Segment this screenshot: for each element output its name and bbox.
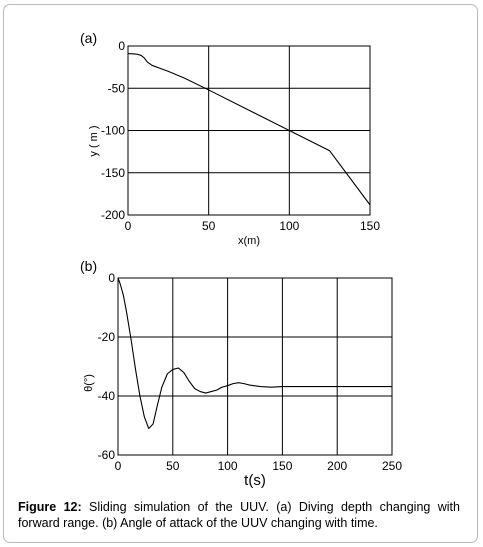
panel-b-x-tick-label: 250 xyxy=(381,459,403,473)
panel-a-label: (a) xyxy=(80,30,98,46)
panel-a-y-tick-label: -200 xyxy=(100,208,125,222)
panel-b-plot-frame xyxy=(118,278,392,455)
panel-b-x-axis-label: t(s) xyxy=(244,472,266,489)
caption-label: Figure 12: xyxy=(18,500,82,514)
panel-b-x-tick-label: 150 xyxy=(272,459,293,473)
panel-b-y-tick-label: 0 xyxy=(108,271,115,285)
panel-b-x-tick-label: 200 xyxy=(327,459,348,473)
panel-a-y-axis-label: y ( m ) xyxy=(88,125,100,157)
panel-b-y-tick-label: -40 xyxy=(97,389,115,403)
panel-b-y-tick-label: -20 xyxy=(97,330,115,344)
panel-b-series-line xyxy=(118,278,392,428)
figure-caption xyxy=(18,499,460,531)
panel-b-y-tick-label: -60 xyxy=(97,448,115,462)
panel-b-x-tick-label: 50 xyxy=(166,459,180,473)
panel-a-x-tick-label: 0 xyxy=(124,219,132,233)
panel-a-x-tick-label: 50 xyxy=(201,219,216,233)
panel-a-x-tick-label: 100 xyxy=(279,219,300,233)
panel-a-y-tick-label: -150 xyxy=(100,165,125,180)
panel-a-y-tick-label: -100 xyxy=(100,123,125,138)
panel-a-x-tick-label: 150 xyxy=(359,219,381,233)
panel-b-label: (b) xyxy=(80,258,98,274)
panel-b-y-axis-label: θ(°) xyxy=(83,374,95,392)
caption-text: Sliding simulation of the UUV. (a) Diving depth changing with forward range. (b) Angle of attack of the UUV changing with time. xyxy=(18,500,460,530)
panel-a-x-axis-label: x(m) xyxy=(238,235,260,247)
panel-b-x-tick-label: 0 xyxy=(114,459,122,473)
panel-a-y-tick-label: 0 xyxy=(118,39,125,53)
panel-b-x-tick-label: 100 xyxy=(217,459,238,473)
panel-a-series-line xyxy=(128,54,370,205)
panel-a-y-tick-label: -50 xyxy=(107,81,125,96)
